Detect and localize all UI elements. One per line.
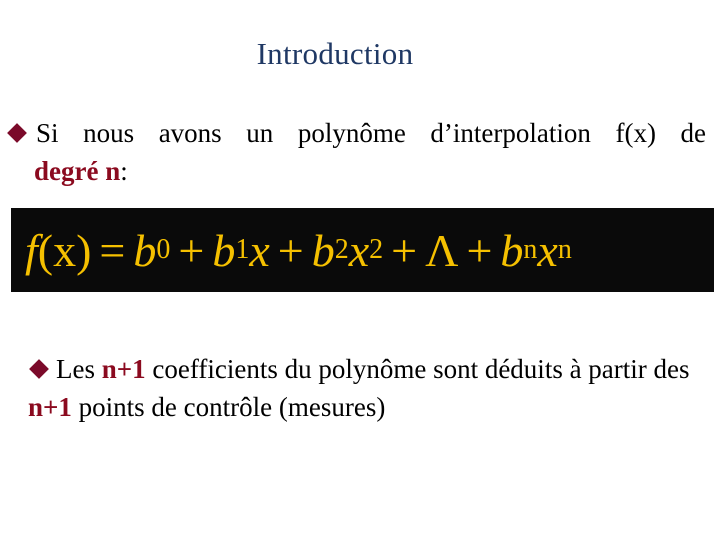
bullet-1-colon: : <box>120 156 128 186</box>
formula-sub-2: 2 <box>334 234 349 265</box>
formula-xn: x <box>537 224 558 276</box>
formula-plus-3: + <box>391 224 418 276</box>
formula-sub-1: 1 <box>235 234 250 265</box>
formula-x1: x <box>249 224 270 276</box>
bullet-1-text: Si nous avons un polynôme d’interpolation f(x) de <box>36 118 706 148</box>
formula-sub-n: n <box>523 234 538 265</box>
bullet-paragraph-1 <box>8 114 706 190</box>
bullet-2-highlight-2: n+1 <box>28 392 72 422</box>
bullet-2-text-1: Les <box>56 354 102 384</box>
formula-sup-2: 2 <box>369 234 384 265</box>
formula-b1: b <box>212 224 236 276</box>
formula-sup-n: n <box>557 234 572 265</box>
bullet-1-highlight: degré n <box>34 156 121 186</box>
diamond-bullet-icon <box>29 359 49 379</box>
slide-title: Introduction <box>256 36 414 71</box>
formula-lambda: Λ <box>425 224 459 276</box>
formula-box <box>11 208 714 292</box>
formula-equals: = <box>99 224 126 276</box>
formula-bn: b <box>500 224 524 276</box>
formula-arg: (x) <box>37 224 92 276</box>
formula-b2: b <box>311 224 335 276</box>
formula-f: f <box>25 224 38 276</box>
bullet-paragraph-2 <box>28 350 698 426</box>
formula-sub-0: 0 <box>156 234 171 265</box>
diamond-bullet-icon <box>7 123 27 143</box>
formula-x2: x <box>348 224 370 276</box>
formula-plus-2: + <box>277 224 304 276</box>
bullet-2-text-2: coefficients du polynôme sont déduits à partir des <box>145 354 690 384</box>
bullet-2-text-3: points de contrôle (mesures) <box>71 392 386 422</box>
formula-plus-4: + <box>466 224 493 276</box>
formula-b0: b <box>133 224 157 276</box>
formula-plus-1: + <box>178 224 205 276</box>
bullet-2-highlight-1: n+1 <box>101 354 146 384</box>
